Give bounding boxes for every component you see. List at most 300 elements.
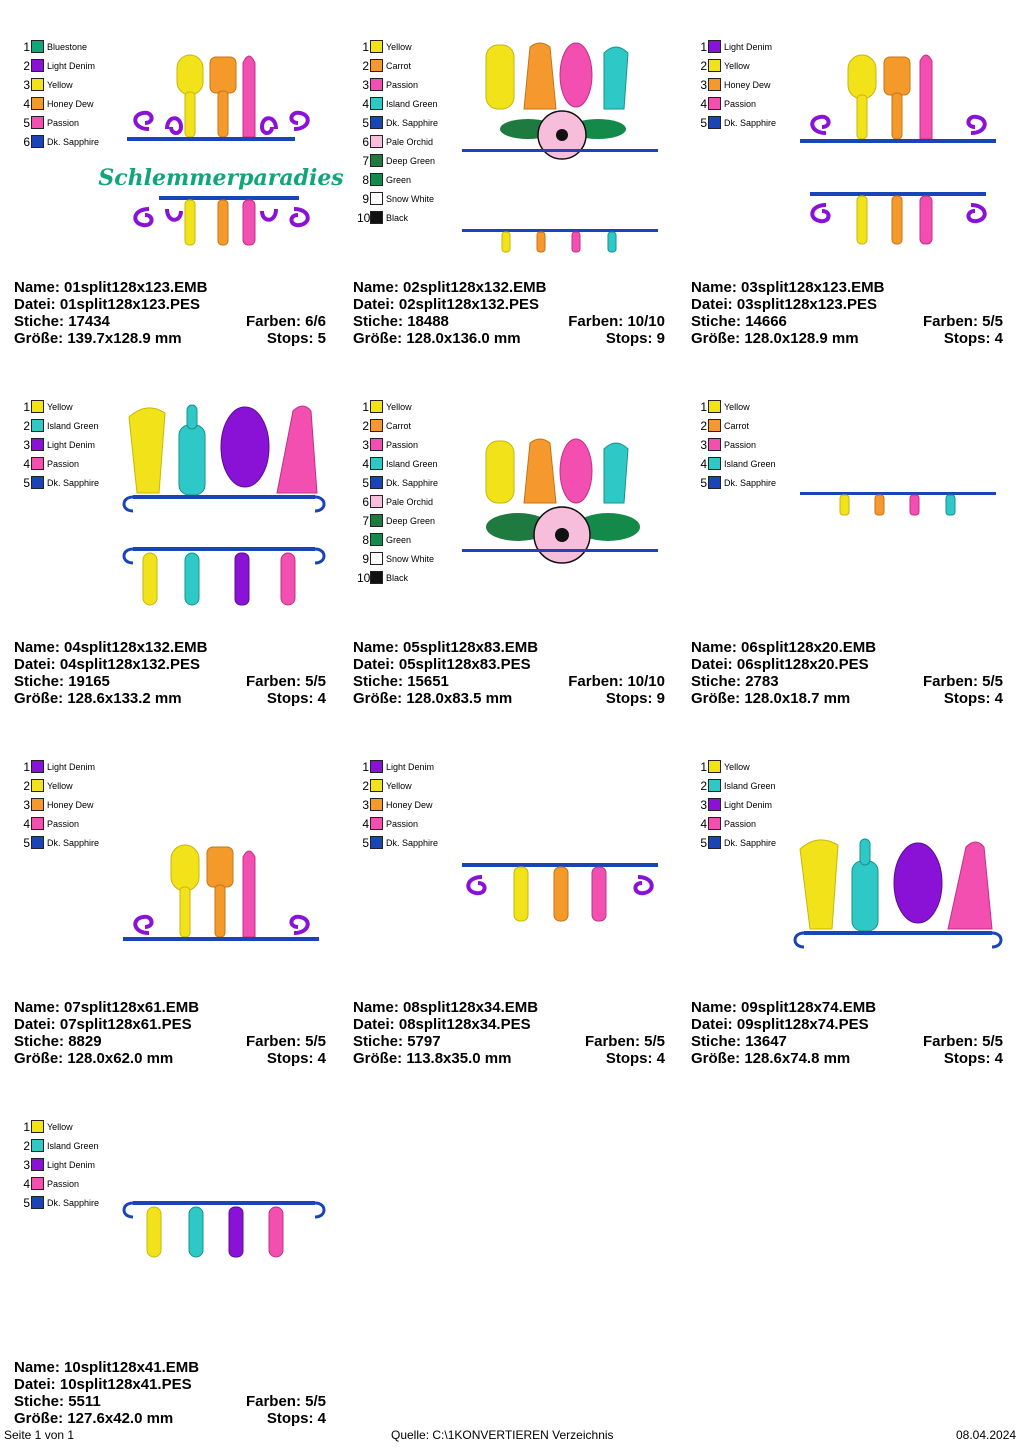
color-swatch [370,116,383,129]
legend-number: 8 [362,532,369,547]
design-size [691,690,850,707]
design-card-04 [14,369,332,719]
legend-row [18,1193,99,1212]
file-name-value: 05split128x83.EMB [403,639,539,656]
design-preview [796,757,1001,979]
legend-number: 5 [700,835,707,850]
legend-number: 3 [362,77,369,92]
design-preview [98,37,344,259]
info-line-stiche [691,1033,1003,1050]
legend-row [18,776,99,795]
color-swatch [31,438,44,451]
file-name-label: Name: [14,279,60,296]
legend-color-name: Passion [386,79,419,90]
color-swatch [31,40,44,53]
color-count-label: Farben: [922,673,978,690]
legend-row [18,814,99,833]
color-swatch [708,476,721,489]
file-name [691,639,876,656]
color-swatch [31,476,44,489]
color-count-label: Farben: [568,313,624,330]
info-line-name [14,279,326,296]
legend-number: 3 [362,797,369,812]
legend-number: 3 [700,77,707,92]
legend-row [357,473,438,492]
design-size [353,1050,511,1067]
file-name-label: Name: [691,279,737,296]
legend-row [695,795,776,814]
legend-row [357,492,438,511]
stop-count-label: Stops: [605,1050,653,1067]
color-swatch [31,1158,44,1171]
stop-count [944,330,1003,347]
file-name [353,999,538,1016]
legend-number: 3 [362,437,369,452]
color-swatch [370,571,383,584]
color-swatch [31,135,44,148]
footer-page: Seite 1 von 1 [4,1428,75,1442]
color-swatch [31,1196,44,1209]
info-line-groesse [353,690,665,707]
file-datei-label: Datei: [14,1376,56,1393]
color-swatch [708,97,721,110]
file-datei [691,296,877,313]
legend-number: 9 [362,191,369,206]
legend-number: 1 [700,39,707,54]
legend-row [357,776,438,795]
legend-number: 5 [23,1195,30,1210]
info-line-groesse [14,1050,326,1067]
design-size-value: 139.7x128.9 mm [67,330,182,347]
color-count-value: 6/6 [305,313,326,330]
legend-number: 3 [23,797,30,812]
color-swatch [370,760,383,773]
color-swatch [370,438,383,451]
legend-row [357,435,438,454]
stitch-count-label: Stiche: [14,1393,65,1410]
color-swatch [31,817,44,830]
stop-count-value: 9 [656,690,665,707]
design-info [14,999,326,1067]
stitch-count-value: 14666 [745,313,787,330]
stitch-count-label: Stiche: [691,313,742,330]
legend-number: 8 [362,172,369,187]
legend-color-name: Green [386,534,412,545]
stitch-count-label: Stiche: [353,313,404,330]
legend-row [357,170,438,189]
color-legend [18,757,99,852]
color-legend [18,1117,99,1212]
legend-color-name: Passion [724,439,757,450]
color-count-value: 10/10 [627,313,665,330]
stitch-count-label: Stiche: [14,673,65,690]
info-line-name [691,639,1003,656]
info-line-name [353,279,665,296]
stop-count-value: 4 [317,1410,326,1427]
legend-color-name: Light Denim [47,761,96,772]
legend-number: 6 [362,494,369,509]
file-datei-label: Datei: [14,296,56,313]
legend-color-name: Yellow [386,780,412,791]
stitch-count-value: 15651 [407,673,449,690]
color-swatch [708,78,721,91]
stitch-count [353,313,449,330]
legend-color-name: Passion [47,818,80,829]
stop-count-value: 4 [994,1050,1003,1067]
legend-color-name: Honey Dew [386,799,433,810]
color-swatch [370,495,383,508]
legend-row [18,397,99,416]
legend-number: 6 [23,134,30,149]
color-swatch [31,1177,44,1190]
stitch-count-value: 17434 [68,313,110,330]
design-size-value: 128.0x62.0 mm [67,1050,174,1067]
file-datei [14,656,200,673]
legend-row [18,473,99,492]
legend-number: 4 [23,816,30,831]
color-count [246,673,326,690]
stitch-count-label: Stiche: [353,1033,404,1050]
legend-row [357,454,438,473]
stitch-count-label: Stiche: [14,1033,65,1050]
stitch-count [14,1393,101,1410]
color-legend [357,757,438,852]
legend-row [695,113,776,132]
info-line-stiche [14,1393,326,1410]
design-size [14,330,182,347]
file-name-label: Name: [14,1359,60,1376]
legend-number: 2 [23,418,30,433]
info-line-stiche [353,673,665,690]
legend-number: 2 [700,418,707,433]
file-name [14,999,199,1016]
color-count-value: 5/5 [305,1393,326,1410]
design-preview [119,397,324,619]
info-line-datei [14,1376,326,1393]
file-name [353,279,546,296]
legend-number: 5 [23,115,30,130]
color-count-label: Farben: [922,1033,978,1050]
design-size [691,330,859,347]
info-line-stiche [691,313,1003,330]
file-name-value: 09split128x74.EMB [741,999,877,1016]
legend-color-name: Island Green [47,420,99,431]
legend-row [18,435,99,454]
design-size [14,690,182,707]
legend-number: 4 [362,816,369,831]
file-datei-label: Datei: [691,1016,733,1033]
legend-color-name: Light Denim [47,1159,96,1170]
stitch-count-value: 5511 [68,1393,101,1410]
file-datei [353,656,531,673]
legend-row [18,1174,99,1193]
info-line-name [14,999,326,1016]
file-name-value: 10split128x41.EMB [64,1359,200,1376]
color-swatch [370,798,383,811]
legend-color-name: Snow White [386,193,435,204]
color-swatch [31,116,44,129]
file-name-value: 02split128x132.EMB [403,279,547,296]
legend-number: 1 [362,399,369,414]
legend-row [357,568,438,587]
legend-color-name: Black [386,572,409,583]
info-line-datei [14,296,326,313]
legend-color-name: Pale Orchid [386,136,434,147]
legend-color-name: Honey Dew [47,799,94,810]
legend-number: 5 [700,475,707,490]
stop-count [267,1050,326,1067]
legend-color-name: Dk. Sapphire [724,837,777,848]
stop-count-label: Stops: [943,690,991,707]
color-swatch [370,97,383,110]
design-card-09 [691,729,1009,1079]
legend-color-name: Yellow [47,780,73,791]
legend-row [695,435,776,454]
legend-color-name: Yellow [724,401,750,412]
color-swatch [370,419,383,432]
stitch-count-label: Stiche: [691,1033,742,1050]
footer-date: 08.04.2024 [956,1428,1017,1442]
info-line-groesse [14,690,326,707]
color-swatch [31,78,44,91]
legend-number: 9 [362,551,369,566]
color-swatch [370,211,383,224]
legend-number: 3 [23,77,30,92]
legend-color-name: Island Green [386,98,438,109]
file-name [14,639,207,656]
legend-color-name: Deep Green [386,155,436,166]
legend-color-name: Dk. Sapphire [724,117,777,128]
file-name-label: Name: [353,999,399,1016]
color-legend [695,757,776,852]
legend-number: 1 [23,39,30,54]
design-preview [119,1117,324,1339]
color-count-label: Farben: [245,1393,301,1410]
color-count-value: 5/5 [305,673,326,690]
design-text: Schlemmerparadies [98,165,344,191]
color-count-label: Farben: [584,1033,640,1050]
legend-row [18,454,99,473]
legend-color-name: Honey Dew [47,98,94,109]
legend-number: 5 [23,475,30,490]
legend-row [357,549,438,568]
stitch-count [691,673,779,690]
color-legend [695,397,776,492]
design-size [691,1050,850,1067]
design-info [353,279,665,347]
color-count [923,313,1003,330]
stitch-count [691,1033,787,1050]
legend-number: 1 [23,759,30,774]
design-info [353,639,665,707]
design-size [14,1050,173,1067]
legend-row [357,795,438,814]
legend-number: 2 [23,778,30,793]
color-legend [357,397,438,587]
info-line-datei [14,1016,326,1033]
legend-row [695,75,776,94]
file-datei [14,296,200,313]
color-count-label: Farben: [922,313,978,330]
file-datei-value: 09split128x74.PES [736,1016,869,1033]
legend-row [695,833,776,852]
color-swatch [708,457,721,470]
legend-color-name: Dk. Sapphire [47,477,100,488]
color-count-label: Farben: [245,1033,301,1050]
stitch-count-label: Stiche: [14,313,65,330]
file-name-value: 03split128x123.EMB [741,279,885,296]
info-line-groesse [14,1410,326,1427]
color-swatch [370,779,383,792]
legend-color-name: Light Denim [724,799,773,810]
stop-count-label: Stops: [605,690,653,707]
legend-color-name: Passion [724,98,757,109]
color-count-label: Farben: [245,313,301,330]
info-line-datei [691,1016,1003,1033]
file-name-value: 06split128x20.EMB [741,639,877,656]
stop-count [944,1050,1003,1067]
design-size-value: 128.6x74.8 mm [744,1050,851,1067]
color-count [246,1393,326,1410]
legend-row [695,416,776,435]
design-size [353,330,521,347]
file-datei-label: Datei: [353,1016,395,1033]
file-name-label: Name: [353,279,399,296]
color-swatch [708,438,721,451]
stop-count-value: 5 [317,330,326,347]
stitch-count-label: Stiche: [353,673,404,690]
design-preview [458,397,663,619]
color-swatch [708,836,721,849]
file-datei [691,1016,869,1033]
stop-count-label: Stops: [266,690,314,707]
info-line-name [14,1359,326,1376]
file-datei-label: Datei: [14,1016,56,1033]
legend-row [357,833,438,852]
stitch-count [353,673,449,690]
legend-number: 7 [362,513,369,528]
color-swatch [370,533,383,546]
stop-count-value: 4 [317,690,326,707]
color-legend [18,397,99,492]
file-name-label: Name: [353,639,399,656]
stop-count [267,690,326,707]
legend-row [695,473,776,492]
legend-color-name: Passion [47,117,80,128]
color-count-value: 10/10 [627,673,665,690]
file-name [691,279,884,296]
design-info [14,1359,326,1427]
legend-row [357,511,438,530]
file-name-value: 07split128x61.EMB [64,999,200,1016]
info-line-stiche [353,313,665,330]
legend-color-name: Yellow [47,401,73,412]
legend-color-name: Island Green [386,458,438,469]
color-swatch [370,78,383,91]
legend-color-name: Island Green [724,780,776,791]
color-count [585,1033,665,1050]
file-datei-value: 03split128x123.PES [736,296,877,313]
legend-color-name: Carrot [724,420,750,431]
design-preview [458,37,663,259]
color-swatch [31,779,44,792]
color-count [923,673,1003,690]
legend-row [18,795,99,814]
info-line-groesse [353,330,665,347]
color-count-value: 5/5 [982,673,1003,690]
legend-number: 4 [23,96,30,111]
legend-color-name: Dk. Sapphire [47,1197,100,1208]
file-datei-value: 06split128x20.PES [736,656,869,673]
info-line-name [691,279,1003,296]
info-line-groesse [14,330,326,347]
color-swatch [708,400,721,413]
legend-row [357,151,438,170]
file-datei-value: 04split128x132.PES [59,656,200,673]
legend-row [18,1136,99,1155]
legend-number: 3 [700,797,707,812]
stitch-count-value: 2783 [745,673,779,690]
legend-color-name: Carrot [386,420,412,431]
file-datei-value: 01split128x123.PES [59,296,200,313]
file-datei-label: Datei: [691,296,733,313]
color-count [246,313,326,330]
color-count-value: 5/5 [305,1033,326,1050]
legend-number: 1 [362,39,369,54]
legend-color-name: Yellow [386,41,412,52]
design-size-value: 128.0x83.5 mm [406,690,513,707]
legend-number: 2 [23,58,30,73]
legend-color-name: Pale Orchid [386,496,434,507]
color-swatch [370,457,383,470]
design-preview [796,37,1001,259]
design-info [14,279,326,347]
legend-color-name: Yellow [47,1121,73,1132]
legend-number: 6 [362,134,369,149]
file-name-label: Name: [691,999,737,1016]
file-datei [14,1376,192,1393]
file-datei [353,296,539,313]
legend-number: 2 [362,778,369,793]
info-line-groesse [353,1050,665,1067]
info-line-datei [14,656,326,673]
legend-color-name: Island Green [724,458,776,469]
legend-color-name: Passion [386,439,419,450]
stop-count [267,330,326,347]
color-swatch [370,836,383,849]
legend-color-name: Green [386,174,412,185]
file-name-value: 08split128x34.EMB [403,999,539,1016]
legend-color-name: Yellow [47,79,73,90]
legend-number: 1 [23,399,30,414]
legend-color-name: Dk. Sapphire [47,136,100,147]
color-count [568,313,665,330]
design-preview [119,757,324,979]
design-preview [796,397,1001,619]
design-size-label: Größe: [14,330,64,347]
color-count [246,1033,326,1050]
legend-number: 4 [362,96,369,111]
design-card-03 [691,9,1009,359]
legend-number: 10 [357,210,371,225]
color-legend [695,37,776,132]
info-line-groesse [691,1050,1003,1067]
info-line-name [353,639,665,656]
legend-number: 1 [700,399,707,414]
legend-row [18,37,99,56]
stop-count-label: Stops: [605,330,653,347]
color-swatch [370,154,383,167]
